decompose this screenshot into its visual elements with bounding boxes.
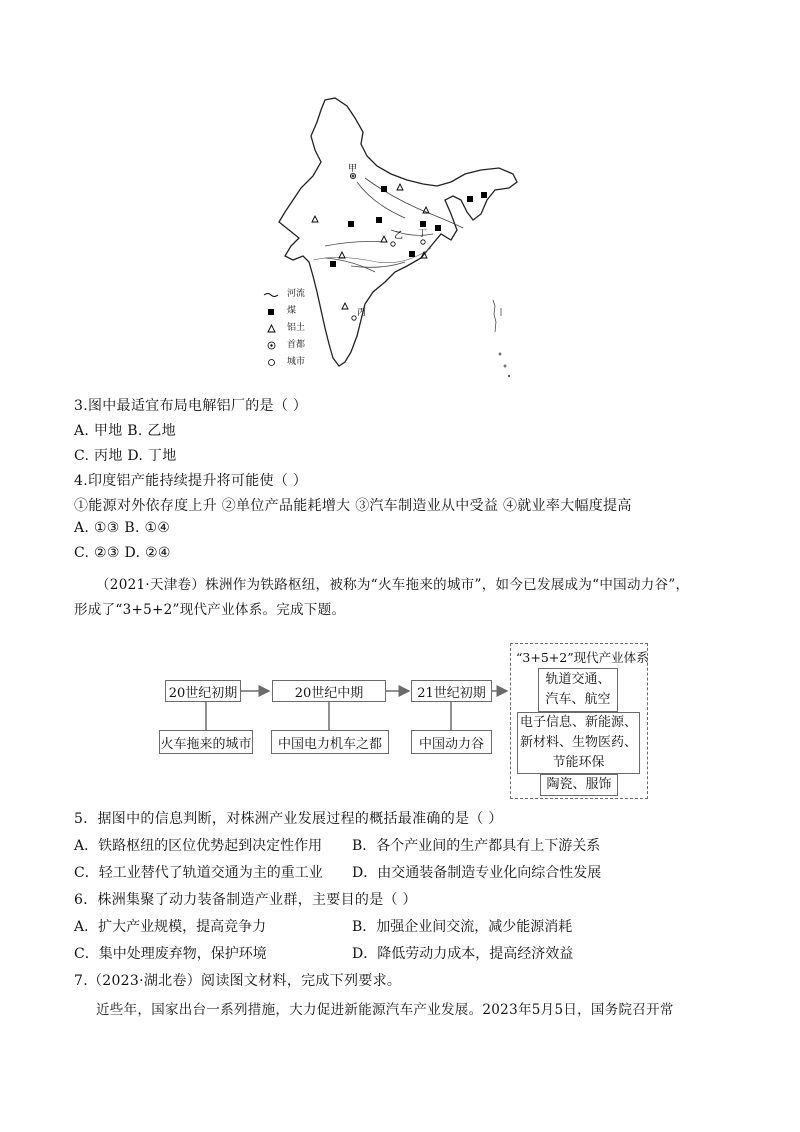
q4-statements: ①能源对外依存度上升 ②单位产品能耗增大 ③汽车制造业从中受益 ④就业率大幅度提高 [74,498,632,514]
q6-stem: 6．株洲集聚了动力装备制造产业群，主要目的是（ ） [74,892,417,908]
legend-item-bauxite [263,320,305,337]
period-box-2: 20世纪中期 [272,680,386,702]
industry-group-3-line-1: 陶瓷、服饰 [546,777,612,792]
bauxite-triangle-icon [263,324,279,333]
industry-system-title: “3+5+2”现代产业体系 [516,650,649,665]
intro-line-2: 形成了“3+5+2”现代产业体系。完成下题。 [74,602,346,618]
q6-option-c: C．集中处理废弃物，保护环境 [74,946,267,962]
industry-group-1-line-2: 汽车、航空 [545,692,611,707]
city-circle-icon [263,358,279,367]
legend-item-capital [263,337,305,354]
q3-stem: 3.图中最适宜布局电解铝厂的是（ ） [74,398,308,414]
islands [493,300,510,377]
industry-group-2-line-1: 电子信息、新能源、 [519,715,637,730]
legend-item-coal [263,303,305,320]
q6-option-d: D．降低劳动力成本，提高经济效益 [352,946,574,962]
place-label-ding: 丁 [418,229,428,239]
place-label-jia: 甲 [348,164,358,174]
legend-label: 河流 [287,289,306,299]
q4-options-row1: A. ①③ B. ①④ [74,520,171,536]
legend-label: 铝土 [287,323,306,333]
q6-option-a: A．扩大产业规模，提高竞争力 [74,919,267,935]
title-box-3: 中国动力谷 [411,730,492,754]
legend-item-river [263,286,305,303]
q6-option-b: B．加强企业间交流，减少能源消耗 [352,919,573,935]
title-box-1: 火车拖来的城市 [159,730,253,754]
q5-option-c: C．轻工业替代了轨道交通为主的重工业 [74,865,323,881]
place-label-bing: 丙 [357,308,367,318]
q7-stem: 7.（2023·湖北卷）阅读图文材料，完成下列要求。 [74,973,402,989]
q5-option-a: A．铁路枢纽的区位优势起到决定性作用 [74,838,323,854]
place-label-yi: 乙 [394,231,404,241]
legend-item-city [263,354,305,371]
capital-double-circle-icon [263,341,279,350]
industry-group-2-line-3: 节能环保 [552,755,605,770]
period-box-3: 21世纪初期 [411,680,492,702]
intro-line-1: （2021·天津卷）株洲作为铁路枢纽，被称为“火车拖来的城市”，如今已发展成为“中国动力谷”， [96,577,690,593]
q4-stem: 4.印度铝产能持续提升将可能使（ ） [74,473,308,489]
period-box-1: 20世纪初期 [165,680,241,702]
title-box-2: 中国电力机车之都 [271,730,389,754]
industry-group-2-line-2: 新材料、生物医药、 [519,735,637,750]
q4-options-row2: C. ②③ D. ②④ [74,545,171,561]
q3-options-row1: A. 甲地 B. 乙地 [74,423,176,439]
map-legend [263,286,305,371]
q5-option-b: B．各个产业间的生产都具有上下游关系 [352,838,601,854]
q5-option-d: D．由交通装备制造专业化向综合性发展 [352,865,602,881]
legend-label: 煤 [287,306,297,316]
industry-group-3 [540,774,618,796]
q7-material: 近些年，国家出台一系列措施，大力促进新能源汽车产业发展。2023年5月5日，国务院召开常 [96,1002,674,1018]
industry-group-1-line-1: 轨道交通、 [545,672,611,687]
industry-flowchart [155,642,665,802]
river-icon [263,291,279,299]
industry-group-1 [538,668,618,712]
q3-options-row2: C. 丙地 D. 丁地 [74,448,177,464]
coal-square-icon [263,308,279,316]
legend-label: 首都 [287,340,306,350]
legend-label: 城市 [287,357,306,367]
industry-group-2 [517,712,640,774]
q5-stem: 5．据图中的信息判断，对株洲产业发展过程的概括最准确的是（ ） [74,811,503,827]
